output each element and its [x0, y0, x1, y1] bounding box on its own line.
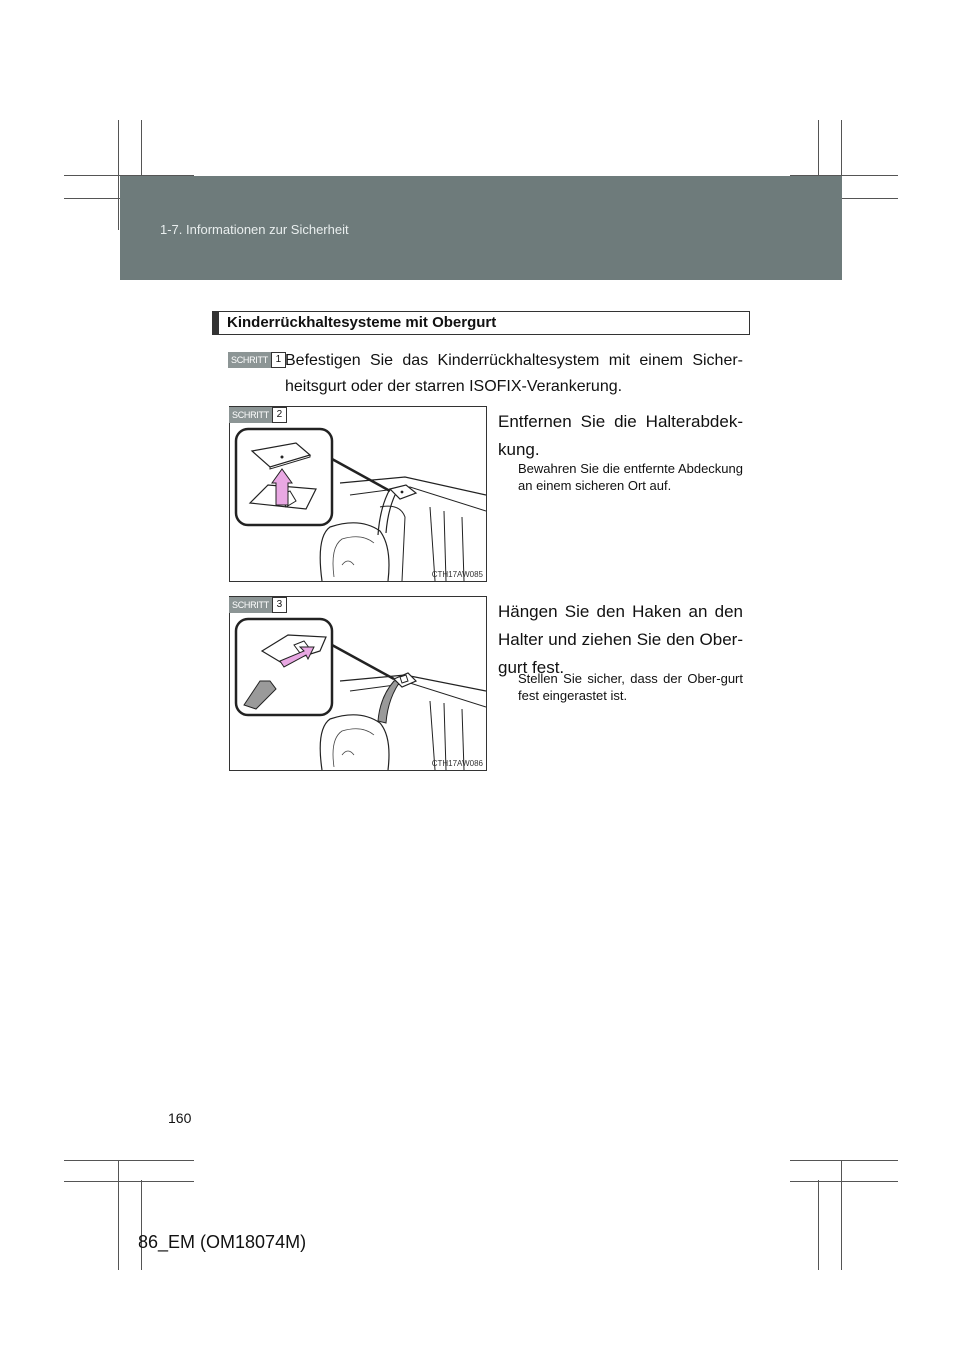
step-number: 2	[272, 407, 287, 423]
step-word: SCHRITT	[229, 597, 272, 613]
section-title: Kinderrückhaltesysteme mit Obergurt	[227, 314, 497, 331]
figure-code: CTH17AW085	[431, 570, 483, 579]
tether-hook-illustration	[230, 597, 486, 770]
step-word: SCHRITT	[229, 407, 272, 423]
page-number: 160	[168, 1110, 192, 1126]
seat-cover-illustration	[230, 407, 486, 581]
step-2-figure	[229, 406, 487, 582]
step-1-text: Befestigen Sie das Kinderrückhaltesystem mit einem Sicher-heitsgurt oder der starren ISOFIX-Verankerung.	[285, 352, 743, 395]
step-3-figure	[229, 596, 487, 771]
document-code: 86_EM (OM18074M)	[138, 1232, 307, 1252]
step-number: 3	[272, 597, 287, 613]
step-1-label	[228, 352, 286, 368]
section-header: 1-7. Informationen zur Sicherheit	[160, 222, 349, 237]
crop-mark	[790, 1160, 898, 1161]
step-2-label	[229, 407, 287, 423]
step-3-text: Hängen Sie den Haken an den Halter und ziehen Sie den Ober-gurt fest.	[498, 602, 743, 677]
crop-mark	[841, 1160, 842, 1270]
step-3-note: Stellen Sie sicher, dass der Ober-gurt fest eingerastet ist.	[518, 671, 743, 703]
crop-mark	[64, 1181, 194, 1182]
step-2-note: Bewahren Sie die entfernte Abdeckung an einem sicheren Ort auf.	[518, 461, 743, 493]
step-3-label	[229, 597, 287, 613]
crop-mark	[141, 1180, 142, 1270]
crop-mark	[790, 1181, 898, 1182]
crop-mark	[118, 1160, 119, 1270]
step-2-text: Entfernen Sie die Halterabdek-kung.	[498, 412, 743, 459]
crop-mark	[64, 1160, 194, 1161]
step-number: 1	[271, 352, 286, 368]
crop-mark	[818, 1180, 819, 1270]
section-title-box	[212, 311, 750, 335]
step-word: SCHRITT	[228, 352, 271, 368]
section-title-bar	[213, 312, 219, 334]
figure-code: CTH17AW086	[431, 759, 483, 768]
